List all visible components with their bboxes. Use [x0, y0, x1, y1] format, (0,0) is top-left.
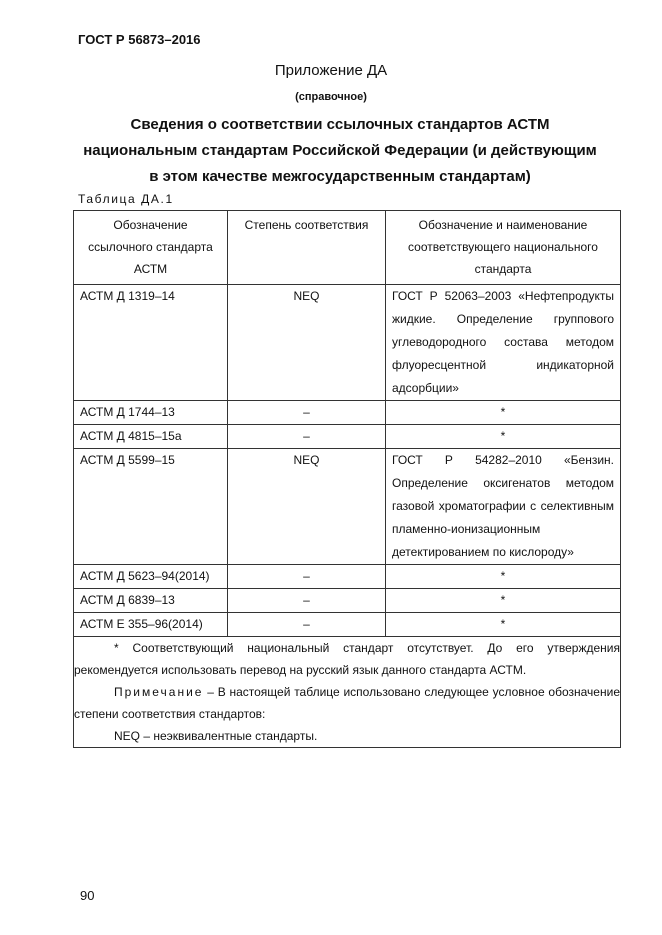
table-row [74, 285, 621, 401]
cell-national: * [386, 589, 621, 613]
header-degree: Степень соответствия [228, 211, 386, 285]
cell-national: ГОСТ Р 54282–2010 «Бензин. Определение оксигенатов методом газовой хроматографии с селективным пламенно-ионизационным детектированием по кислороду» [386, 449, 621, 565]
table-notes [74, 637, 621, 748]
neq-definition: NEQ – неэквивалентные стандарты. [114, 729, 318, 743]
page-number: 90 [80, 888, 95, 903]
note-text: – В настоящей таблице использовано следующее условное обозначение степени соответствия стандартов: [74, 685, 620, 721]
appendix-reference-label: (справочное) [295, 91, 367, 103]
cell-degree: NEQ [228, 285, 386, 401]
note-label: Примечание [114, 685, 204, 699]
cell-reference: АСТМ Д 6839–13 [74, 589, 228, 613]
cell-reference: АСТМ Д 1319–14 [74, 285, 228, 401]
document-code: ГОСТ Р 56873–2016 [78, 32, 201, 47]
cell-degree: – [228, 613, 386, 637]
cell-degree: NEQ [228, 449, 386, 565]
standards-table [73, 210, 621, 748]
cell-reference: АСТМ Д 5623–94(2014) [74, 565, 228, 589]
table-row [74, 565, 621, 589]
cell-reference: АСТМ Д 1744–13 [74, 401, 228, 425]
cell-reference: АСТМ Д 5599–15 [74, 449, 228, 565]
table-row [74, 589, 621, 613]
cell-reference: АСТМ Е 355–96(2014) [74, 613, 228, 637]
appendix-title: Приложение ДА [274, 62, 388, 79]
heading-line-2: национальным стандартам Российской Федерации (и действующим [83, 142, 597, 159]
table-row [74, 425, 621, 449]
table-row [74, 613, 621, 637]
cell-reference: АСТМ Д 4815–15а [74, 425, 228, 449]
cell-degree: – [228, 589, 386, 613]
table-label: Таблица ДА.1 [78, 192, 174, 206]
cell-national: * [386, 565, 621, 589]
footnote-text: * Соответствующий национальный стандарт отсутствует. До его утверждения рекомендуется использовать перевод на русский язык данного стандарта АСТМ. [74, 641, 620, 677]
cell-national: ГОСТ Р 52063–2003 «Нефтепродукты жидкие. Определение группового углеводородного состава методом флуоресцентной индикаторной адсорбции» [386, 285, 621, 401]
heading-line-3: в этом качестве межгосударственным стандартам) [149, 168, 531, 185]
note-paragraph [74, 681, 620, 725]
cell-national: * [386, 401, 621, 425]
cell-national: * [386, 425, 621, 449]
appendix-heading [60, 112, 620, 190]
header-national-standard: Обозначение и наименование соответствующего национального стандарта [386, 211, 621, 285]
cell-degree: – [228, 565, 386, 589]
cell-national: * [386, 613, 621, 637]
cell-degree: – [228, 425, 386, 449]
table-row [74, 401, 621, 425]
table-header-row [74, 211, 621, 285]
cell-degree: – [228, 401, 386, 425]
heading-line-1: Сведения о соответствии ссылочных стандартов АСТМ [130, 116, 550, 133]
table-row [74, 449, 621, 565]
table-notes-row [74, 637, 621, 748]
header-reference-standard: Обозначение ссылочного стандарта АСТМ [74, 211, 228, 285]
